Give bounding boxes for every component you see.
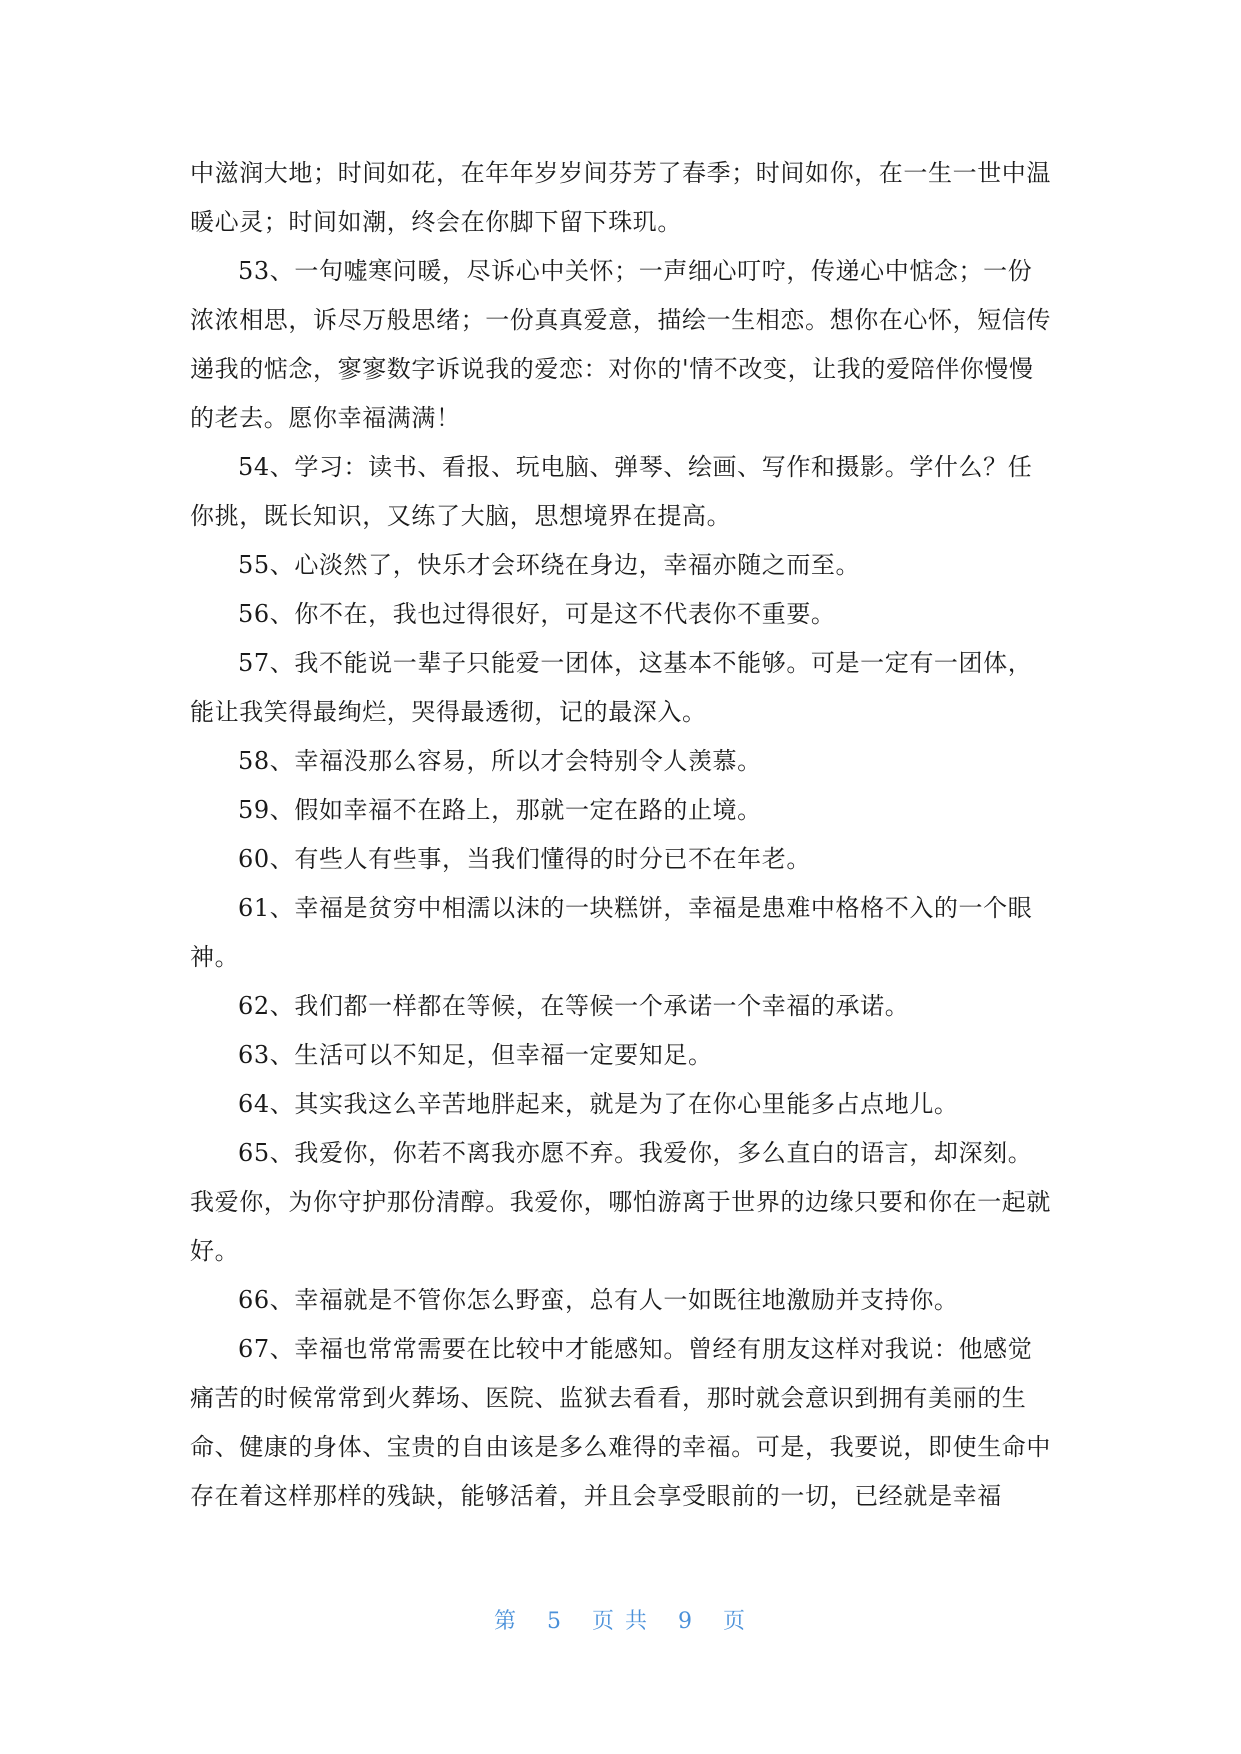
paragraph: 54、学习：读书、看报、玩电脑、弹琴、绘画、写作和摄影。学什么？任你挑，既长知识，又练了大脑，思想境界在提高。 — [190, 453, 1033, 530]
page-footer-suffix: 页 — [723, 1609, 748, 1634]
paragraph: 64、其实我这么辛苦地胖起来，就是为了在你心里能多占点地儿。 — [238, 1090, 959, 1118]
document-body — [190, 149, 1056, 1521]
page-footer-prefix: 第 — [493, 1609, 518, 1634]
current-page-number: 5 — [547, 1609, 563, 1634]
paragraph: 58、幸福没那么容易，所以才会特别令人羡慕。 — [238, 747, 762, 775]
paragraph: 65、我爱你，你若不离我亦愿不弃。我爱你，多么直白的语言，却深刻。我爱你，为你守护那份清醇。我爱你，哪怕游离于世界的边缘只要和你在一起就好。 — [190, 1139, 1051, 1265]
paragraph: 67、幸福也常常需要在比较中才能感知。曾经有朋友这样对我说：他感觉痛苦的时候常常到火葬场、医院、监狱去看看，那时就会意识到拥有美丽的生命、健康的身体、宝贵的自由该是多么难得的幸福。可是，我要说，即使生命中存在着这样那样的残缺，能够活着，并且会享受眼前的一切，已经就是幸福 — [190, 1335, 1051, 1510]
page-footer — [0, 1604, 1241, 1635]
paragraph: 61、幸福是贫穷中相濡以沫的一块糕饼，幸福是患难中格格不入的一个眼神。 — [190, 894, 1033, 971]
paragraph: 66、幸福就是不管你怎么野蛮，总有人一如既往地激励并支持你。 — [238, 1286, 959, 1314]
paragraph: 62、我们都一样都在等候，在等候一个承诺一个幸福的承诺。 — [238, 992, 910, 1020]
paragraph: 59、假如幸福不在路上，那就一定在路的止境。 — [238, 796, 762, 824]
paragraph: 56、你不在，我也过得很好，可是这不代表你不重要。 — [238, 600, 836, 628]
paragraph: 中滋润大地；时间如花，在年年岁岁间芬芳了春季；时间如你，在一生一世中温暖心灵；时间如潮，终会在你脚下留下珠玑。 — [190, 159, 1051, 236]
paragraph: 55、心淡然了，快乐才会环绕在身边，幸福亦随之而至。 — [238, 551, 861, 579]
paragraph: 63、生活可以不知足，但幸福一定要知足。 — [238, 1041, 713, 1069]
total-pages-number: 9 — [678, 1609, 694, 1634]
paragraph: 60、有些人有些事，当我们懂得的时分已不在年老。 — [238, 845, 811, 873]
page-footer-middle: 页 共 — [592, 1609, 649, 1634]
paragraph: 57、我不能说一辈子只能爱一团体，这基本不能够。可是一定有一团体，能让我笑得最绚烂，哭得最透彻，记的最深入。 — [190, 649, 1033, 726]
paragraph: 53、一句嘘寒问暖，尽诉心中关怀；一声细心叮咛，传递心中惦念；一份浓浓相思，诉尽万般思绪；一份真真爱意，描绘一生相恋。想你在心怀，短信传递我的惦念，寥寥数字诉说我的爱恋：对你的'情不改变，让我的爱陪伴你慢慢的老去。愿你幸福满满！ — [190, 257, 1051, 432]
